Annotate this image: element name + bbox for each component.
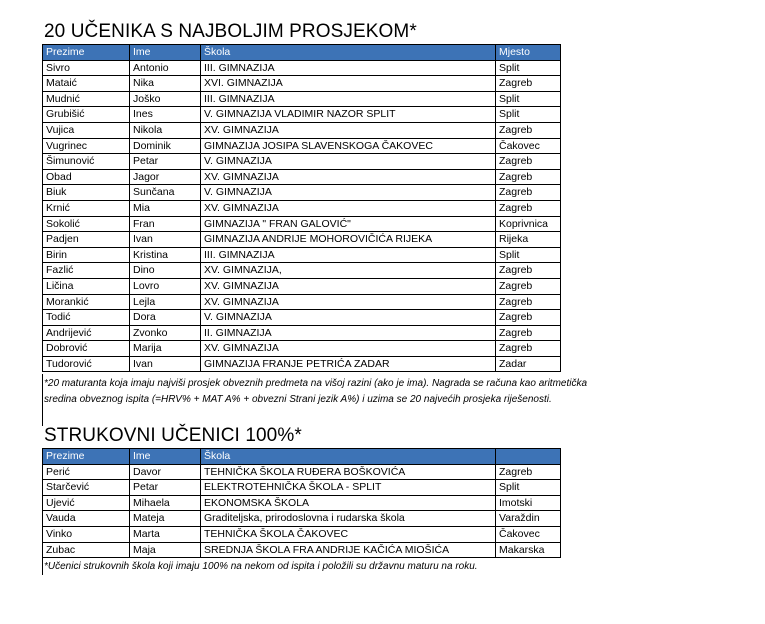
- cell-school: XV. GIMNAZIJA,: [201, 263, 496, 279]
- cell-name: Mihaela: [130, 495, 201, 511]
- cell-school: V. GIMNAZIJA: [201, 310, 496, 326]
- cell-name: Jagor: [130, 169, 201, 185]
- cell-name: Petar: [130, 480, 201, 496]
- cell-surname: Ujević: [43, 495, 130, 511]
- cell-name: Dominik: [130, 138, 201, 154]
- cell-name: Nikola: [130, 122, 201, 138]
- cell-surname: Krnić: [43, 200, 130, 216]
- cell-school: V. GIMNAZIJA: [201, 154, 496, 170]
- cell-surname: Vinko: [43, 526, 130, 542]
- cell-name: Zvonko: [130, 325, 201, 341]
- cell-name: Ivan: [130, 232, 201, 248]
- cell-surname: Todić: [43, 310, 130, 326]
- cell-school: Graditeljska, prirodoslovna i rudarska škola: [201, 511, 496, 527]
- table-row: [43, 263, 561, 279]
- cell-city: Zagreb: [496, 122, 561, 138]
- cell-school: II. GIMNAZIJA: [201, 325, 496, 341]
- cell-surname: Fazlić: [43, 263, 130, 279]
- cell-name: Marija: [130, 341, 201, 357]
- cell-school: XV. GIMNAZIJA: [201, 341, 496, 357]
- cell-surname: Birin: [43, 247, 130, 263]
- column-header-city: [496, 449, 561, 465]
- cell-surname: Morankić: [43, 294, 130, 310]
- cell-name: Sunčana: [130, 185, 201, 201]
- cell-name: Mia: [130, 200, 201, 216]
- table-row: [43, 200, 561, 216]
- cell-city: Split: [496, 107, 561, 123]
- cell-city: Split: [496, 91, 561, 107]
- cell-surname: Biuk: [43, 185, 130, 201]
- cell-city: Zagreb: [496, 464, 561, 480]
- table-header-row: [43, 45, 561, 61]
- table-row: [43, 138, 561, 154]
- table-row: [43, 542, 561, 558]
- table-row: [43, 60, 561, 76]
- table-row: [43, 310, 561, 326]
- cell-name: Nika: [130, 76, 201, 92]
- cell-name: Lovro: [130, 278, 201, 294]
- cell-city: Varaždin: [496, 511, 561, 527]
- cell-school: III. GIMNAZIJA: [201, 60, 496, 76]
- cell-surname: Zubac: [43, 542, 130, 558]
- cell-city: Split: [496, 480, 561, 496]
- cell-city: Rijeka: [496, 232, 561, 248]
- vocational-students-table: [42, 448, 561, 558]
- cell-city: Imotski: [496, 495, 561, 511]
- cell-city: Čakovec: [496, 138, 561, 154]
- cell-city: Zagreb: [496, 76, 561, 92]
- table-row: [43, 107, 561, 123]
- table-row: [43, 325, 561, 341]
- table-row: [43, 526, 561, 542]
- cell-surname: Perić: [43, 464, 130, 480]
- cell-surname: Šimunović: [43, 154, 130, 170]
- cell-name: Davor: [130, 464, 201, 480]
- cell-surname: Obad: [43, 169, 130, 185]
- cell-city: Čakovec: [496, 526, 561, 542]
- cell-school: ELEKTROTEHNIČKA ŠKOLA - SPLIT: [201, 480, 496, 496]
- table-row: [43, 511, 561, 527]
- cell-city: Zagreb: [496, 169, 561, 185]
- cell-city: Zagreb: [496, 200, 561, 216]
- cell-city: Koprivnica: [496, 216, 561, 232]
- table-row: [43, 122, 561, 138]
- table-row: [43, 464, 561, 480]
- cell-school: EKONOMSKA ŠKOLA: [201, 495, 496, 511]
- cell-name: Ines: [130, 107, 201, 123]
- cell-school: GIMNAZIJA JOSIPA SLAVENSKOGA ČAKOVEC: [201, 138, 496, 154]
- cell-city: Split: [496, 247, 561, 263]
- table-row: [43, 294, 561, 310]
- cell-name: Dora: [130, 310, 201, 326]
- cell-city: Zagreb: [496, 310, 561, 326]
- table-row: [43, 185, 561, 201]
- cell-name: Lejla: [130, 294, 201, 310]
- cell-surname: Starčević: [43, 480, 130, 496]
- table-row: [43, 247, 561, 263]
- column-header-surname: Prezime: [43, 449, 130, 465]
- table-row: [43, 356, 561, 372]
- cell-city: Zagreb: [496, 325, 561, 341]
- table-row: [43, 76, 561, 92]
- table-row: [43, 495, 561, 511]
- section2-footnote: *Učenici strukovnih škola koji imaju 100% na nekom od ispita i položili su državnu maturu na roku.: [44, 561, 478, 572]
- cell-surname: Mataić: [43, 76, 130, 92]
- cell-name: Kristina: [130, 247, 201, 263]
- cell-school: XV. GIMNAZIJA: [201, 200, 496, 216]
- table-header-row: [43, 449, 561, 465]
- cell-school: GIMNAZIJA ANDRIJE MOHOROVIČIĆA RIJEKA: [201, 232, 496, 248]
- cell-surname: Dobrović: [43, 341, 130, 357]
- cell-school: XV. GIMNAZIJA: [201, 169, 496, 185]
- cell-name: Marta: [130, 526, 201, 542]
- cell-school: V. GIMNAZIJA: [201, 185, 496, 201]
- cell-school: III. GIMNAZIJA: [201, 91, 496, 107]
- column-header-school: Škola: [201, 45, 496, 61]
- cell-school: GIMNAZIJA " FRAN GALOVIĆ": [201, 216, 496, 232]
- table-row: [43, 216, 561, 232]
- cell-name: Joško: [130, 91, 201, 107]
- table-row: [43, 480, 561, 496]
- cell-city: Split: [496, 60, 561, 76]
- cell-surname: Mudnić: [43, 91, 130, 107]
- cell-school: TEHNIČKA ŠKOLA ČAKOVEC: [201, 526, 496, 542]
- cell-school: XVI. GIMNAZIJA: [201, 76, 496, 92]
- column-header-name: Ime: [130, 45, 201, 61]
- cell-school: XV. GIMNAZIJA: [201, 294, 496, 310]
- cell-name: Ivan: [130, 356, 201, 372]
- cell-surname: Ličina: [43, 278, 130, 294]
- cell-city: Zagreb: [496, 294, 561, 310]
- cell-surname: Vauda: [43, 511, 130, 527]
- cell-city: Zagreb: [496, 185, 561, 201]
- table-row: [43, 91, 561, 107]
- cell-school: TEHNIČKA ŠKOLA RUĐERA BOŠKOVIĆA: [201, 464, 496, 480]
- cell-surname: Grubišić: [43, 107, 130, 123]
- cell-city: Zadar: [496, 356, 561, 372]
- cell-surname: Sivro: [43, 60, 130, 76]
- table-row: [43, 154, 561, 170]
- cell-school: SREDNJA ŠKOLA FRA ANDRIJE KAČIĆA MIOŠIĆA: [201, 542, 496, 558]
- cell-surname: Vugrinec: [43, 138, 130, 154]
- cell-name: Petar: [130, 154, 201, 170]
- section2-title: STRUKOVNI UČENICI 100%*: [44, 425, 302, 446]
- cell-surname: Tudorović: [43, 356, 130, 372]
- cell-school: III. GIMNAZIJA: [201, 247, 496, 263]
- cell-name: Dino: [130, 263, 201, 279]
- cell-surname: Padjen: [43, 232, 130, 248]
- column-header-surname: Prezime: [43, 45, 130, 61]
- cell-name: Fran: [130, 216, 201, 232]
- table-row: [43, 341, 561, 357]
- cell-city: Zagreb: [496, 278, 561, 294]
- section1-footnote: *20 maturanta koja imaju najviši prosjek obveznih predmeta na višoj razini (ako je ima). Nagrada se računa kao aritmetička sredina obveznog ispita (=HRV% + MAT A% + obvezni Strani jezik A%) i uzima se 20 najvećih prosjeka riješenosti.: [44, 378, 588, 405]
- section1-title: 20 UČENIKA S NAJBOLJIM PROSJEKOM*: [44, 21, 417, 42]
- column-header-city: Mjesto: [496, 45, 561, 61]
- table-row: [43, 169, 561, 185]
- cell-city: Makarska: [496, 542, 561, 558]
- cell-name: Antonio: [130, 60, 201, 76]
- note-border: [42, 374, 43, 426]
- cell-name: Maja: [130, 542, 201, 558]
- cell-city: Zagreb: [496, 341, 561, 357]
- column-header-school: Škola: [201, 449, 496, 465]
- top-students-table: [42, 44, 561, 372]
- column-header-name: Ime: [130, 449, 201, 465]
- cell-city: Zagreb: [496, 154, 561, 170]
- cell-school: GIMNAZIJA FRANJE PETRIĆA ZADAR: [201, 356, 496, 372]
- cell-school: XV. GIMNAZIJA: [201, 122, 496, 138]
- cell-city: Zagreb: [496, 263, 561, 279]
- cell-school: V. GIMNAZIJA VLADIMIR NAZOR SPLIT: [201, 107, 496, 123]
- cell-name: Mateja: [130, 511, 201, 527]
- table-row: [43, 278, 561, 294]
- cell-surname: Andrijević: [43, 325, 130, 341]
- cell-school: XV. GIMNAZIJA: [201, 278, 496, 294]
- cell-surname: Vujica: [43, 122, 130, 138]
- cell-surname: Sokolić: [43, 216, 130, 232]
- table-row: [43, 232, 561, 248]
